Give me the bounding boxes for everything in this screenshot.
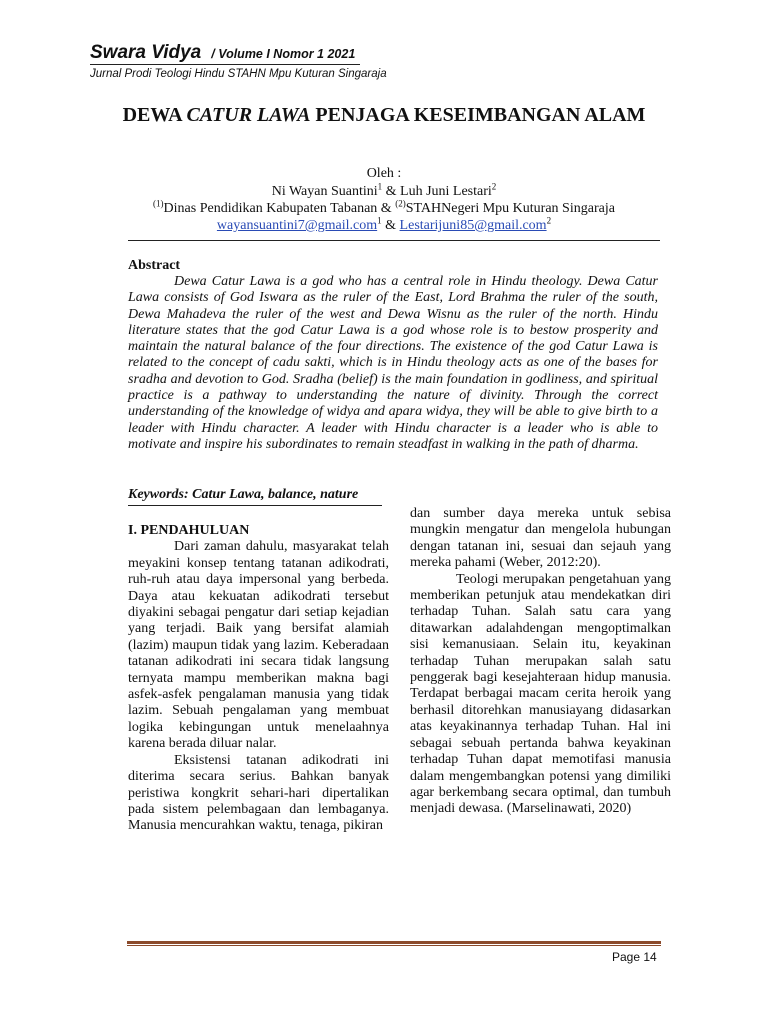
- page-number: Page 14: [612, 950, 657, 964]
- author-2-sup: 2: [491, 181, 497, 192]
- affiliation-2-sup: (2): [395, 198, 406, 209]
- email-separator: &: [381, 218, 400, 233]
- article-title: [120, 102, 648, 128]
- left-paragraph-2: Eksistensi tatanan adikodrati ini diterima secara serius. Bahkan banyak peristiwa kongkrit sehari-hari dipertalikan pada sistem pelembagaan dan lembaganya. Manusia mencurahkan waktu, tenaga, pikiran: [128, 752, 389, 834]
- emails: [110, 217, 658, 234]
- affiliation-1-sup: (1): [153, 198, 164, 209]
- journal-name: Swara Vidya: [90, 42, 202, 63]
- keywords-rule: [128, 505, 382, 506]
- right-column: [410, 506, 671, 818]
- journal-header: [90, 42, 355, 64]
- left-paragraph-1: Dari zaman dahulu, masyarakat telah meyakini konsep tentang tatanan adikodrati, ruh-ruh atau daya impersonal yang berbeda. Daya atau kekuatan adikodrati tersebut diyakini sebagai pengatur dari setiap kejadian yang terjadi. Baik yang bersifat alamiah (lazim) maupun tidak yang lazim. Keberadaan tatanan adikodrati ini secara tidak langsung ternyata mampu memberikan makna bagi asfek-asfek pengalaman manusia yang tidak lazim. Sebuah pengalaman yang membuat logika kebingungan untuk menelaahnya karena berada diluar nalar.: [128, 539, 389, 752]
- byline-label: Oleh :: [366, 166, 402, 181]
- author-1-sup: 1: [377, 181, 383, 192]
- right-paragraph-2: Teologi merupakan pengetahuan yang memberikan petunjuk atau mendekatkan diri terhadap Tuhan. Salah satu cara yang ditawarkan adalahdengan mengoptimalkan sisi kemanusiaan. Selain itu, keyakinan terhadap Tuhan merupakan salah satu penggerak bagi kesejahteraan hidup manusia. Terdapat berbagai macam cerita heroik yang berhasil ditorehkan manusiayang didasarkan atas keyakinannya terhadap Tuhan. Hal ini sebagai sebuah pertanda bahwa keyakinan terhadap Tuhan dapat memotifasi manusia dalam mengembangkan potensi yang dimiliki agar berkembang secara optimal, dan tumbuh menjadi dewasa. (Marselinawati, 2020): [410, 571, 671, 817]
- email-1-sup: 1: [377, 215, 382, 226]
- keywords: Keywords: Catur Lawa, balance, nature: [128, 487, 359, 502]
- left-column: [128, 523, 389, 835]
- abstract-heading: Abstract: [128, 258, 181, 273]
- header-divider: [128, 240, 660, 241]
- affiliation-1: Dinas Pendidikan Kabupaten Tabanan &: [163, 201, 396, 216]
- title-part-1: DEWA: [122, 104, 187, 126]
- author-1: Ni Wayan Suantini: [271, 184, 378, 199]
- footer-rule-thick: [127, 941, 661, 944]
- footer-rule-thin: [127, 945, 661, 946]
- journal-subtitle: Jurnal Prodi Teologi Hindu STAHN Mpu Kuturan Singaraja: [90, 68, 387, 80]
- author-2: Luh Juni Lestari: [400, 184, 492, 199]
- journal-volume: / Volume I Nomor 1 2021: [211, 47, 356, 61]
- authors-and: &: [382, 184, 401, 199]
- title-italic: CATUR LAWA: [186, 104, 311, 126]
- authors: [110, 183, 658, 200]
- title-part-2: PENJAGA KESEIMBANGAN ALAM: [310, 104, 646, 126]
- email-2-sup: 2: [546, 215, 552, 226]
- email-link-1[interactable]: wayansuantini7@gmail.com: [216, 218, 378, 233]
- journal-header-rule: [90, 64, 360, 65]
- affiliations: [110, 200, 658, 217]
- right-paragraph-1: dan sumber daya mereka untuk sebisa mungkin mengatur dan mengelola hubungan dengan tatanan ini, sesuai dan sejauh yang mereka pahami (Weber, 2012:20).: [410, 506, 671, 571]
- email-link-2[interactable]: Lestarijuni85@gmail.com: [399, 218, 547, 233]
- abstract-text: Dewa Catur Lawa is a god who has a central role in Hindu theology. Dewa Catur Lawa consists of God Iswara as the ruler of the East, Lord Brahma the ruler of the south, Dewa Mahadeva the ruler of the west and Dewa Wisnu as the ruler of the north. Hindu literature states that the god Catur Lawa is a god whose role is to bestow prosperity and maintain the natural balance of the four directions. The existence of the god Catur Lawa is related to the concept of cadu sakti, which is in Hindu theology acts as one of the bases for sradha and devotion to God. Sradha (belief) is the main foundation in godliness, and spiritual practice is a pathway to understanding the nature of divinity. Through the correct understanding of the knowledge of widya and apara widya, they will be able to give birth to a leader with Hindu character. A leader with Hindu character is a leader who is able to motivate and inspire his subordinates to remain steadfast in walking in the path of dharma.: [128, 274, 658, 452]
- section-heading: I. PENDAHULUAN: [128, 523, 250, 538]
- affiliation-2: STAHNegeri Mpu Kuturan Singaraja: [405, 201, 615, 216]
